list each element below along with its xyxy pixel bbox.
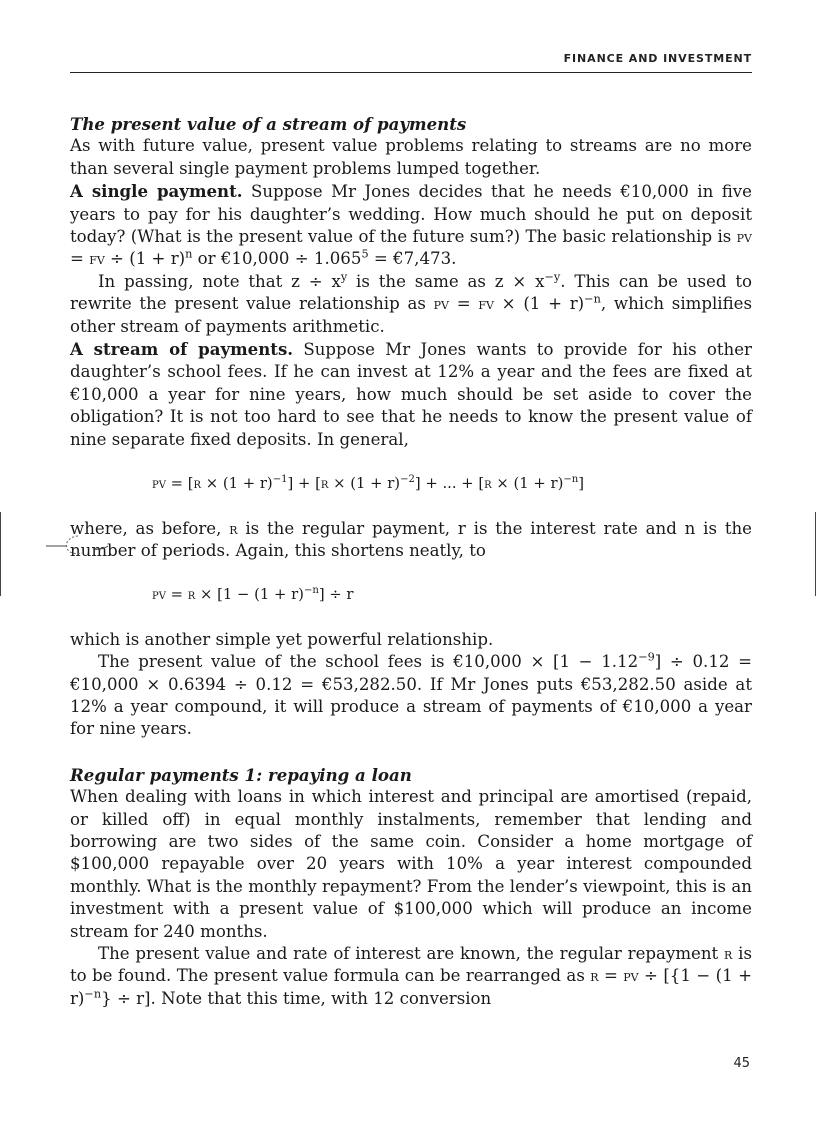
pv-abbrev: pv	[623, 966, 639, 986]
page-number: 45	[733, 1056, 750, 1071]
exponent: −n	[584, 292, 601, 306]
exponent: 5	[361, 247, 369, 261]
text-span: × [1 − (1 + r)	[195, 586, 304, 604]
text-span: × (1 + r)	[493, 294, 585, 314]
text-span: } ÷ r]. Note that this time, with 12 conversion	[101, 988, 492, 1008]
exponent: −n	[84, 987, 102, 1001]
text-span: =	[448, 294, 479, 314]
exponent: n	[185, 247, 193, 261]
fv-abbrev: fv	[89, 249, 105, 269]
header-rule	[70, 72, 752, 73]
text-span: ]	[578, 475, 585, 493]
stream-payments-label: A stream of payments.	[70, 339, 294, 360]
in-passing-paragraph	[70, 271, 752, 338]
section-gap	[70, 741, 752, 764]
running-head: FINANCE AND INVESTMENT	[563, 52, 752, 65]
which-paragraph: which is another simple yet powerful relationship.	[70, 629, 494, 649]
where-paragraph	[70, 518, 752, 563]
r-abbrev: r	[187, 587, 196, 604]
text-span: Suppose Mr Jones wants to provide for his other daughter’s school fees. If he can invest at 12% a year and the fees are fixed at €10,000 a year for nine years, how much should be set aside to cover the obligation? It is not too hard to see that he needs to know the present value of nine separate fixed deposits. In general,	[70, 340, 752, 449]
text-span: × (1 + r)	[201, 475, 273, 493]
r-abbrev: r	[484, 476, 492, 493]
r-abbrev: r	[590, 966, 599, 986]
formula-pv-annuity	[70, 584, 752, 606]
intro-paragraph: As with future value, present value problems relating to streams are no more than several single payment problems lumped together.	[70, 136, 752, 178]
formula-pv-series	[70, 473, 752, 495]
single-payment-paragraph	[70, 180, 752, 271]
exponent: −1	[272, 474, 288, 486]
text-span: ] + [	[287, 475, 321, 493]
pv-abbrev: pv	[152, 476, 166, 493]
pv-abbrev: pv	[152, 587, 166, 604]
text-span: = €7,473.	[368, 249, 457, 269]
text-span: =	[598, 966, 624, 986]
text-span: is the regular payment, r is the interest rate and n is the number of periods. Again, this shortens neatly, to	[70, 518, 753, 560]
text-span: ] + ... + [	[414, 475, 485, 493]
exponent: y	[340, 270, 348, 284]
text-span: ÷ (1 + r)	[104, 249, 186, 269]
school-fees-paragraph	[70, 651, 752, 741]
text-span: =	[165, 586, 188, 604]
text-span: , which simplifies other stream of payments arithmetic.	[70, 294, 752, 336]
repayment-paragraph	[70, 943, 752, 1010]
pv-abbrev: pv	[433, 294, 449, 314]
crop-mark-left	[0, 512, 1, 596]
text-span: × (1 + r)	[491, 475, 564, 493]
r-abbrev: r	[193, 476, 202, 493]
r-abbrev: r	[229, 518, 238, 538]
page-body	[70, 113, 752, 1010]
r-abbrev: r	[320, 476, 329, 493]
text-span: = [	[165, 475, 194, 493]
exponent: −2	[400, 474, 415, 486]
text-span: The present value of the school fees is €10,000 × [1 − 1.12	[98, 652, 639, 672]
stream-payments-paragraph	[70, 338, 752, 451]
exponent: −y	[544, 270, 561, 284]
text-span: =	[70, 249, 90, 269]
text-span: ÷ [{1 − (1 + r)	[70, 966, 752, 1008]
text-span: In passing, note that z ÷ x	[98, 271, 341, 291]
section-heading-repaying-loan: Regular payments 1: repaying a loan	[70, 764, 412, 785]
text-span: . This can be used to rewrite the present value relationship as	[70, 271, 752, 314]
single-payment-label: A single payment.	[70, 181, 243, 202]
text-span: is the same as z × x	[347, 271, 545, 291]
pen-scribble-mark	[44, 534, 114, 574]
loan-paragraph: When dealing with loans in which interest and principal are amortised (repaid, or killed off) in equal monthly instalments, remember that lending and borrowing are two sides of the same coin. Consider a home mortgage of $100,000 repayable over 20 years with 10% a year interest compounded monthly. What is the monthly repayment? From the lender’s viewpoint, this is an investment with a present value of $100,000 which will produce an income stream for 240 months.	[70, 787, 752, 941]
text-span: ] ÷ r	[318, 586, 354, 604]
text-span: ] ÷ 0.12 = €10,000 × 0.6394 ÷ 0.12 = €53,282.50. If Mr Jones puts €53,282.50 aside at 12% a year compound, it will produce a stream of payments of €10,000 a year for nine years.	[70, 652, 752, 739]
r-abbrev: r	[724, 944, 733, 963]
exponent: −n	[303, 585, 319, 597]
text-span: The present value and rate of interest are known, the regular repayment	[98, 944, 725, 963]
text-span: is to be found. The present value formula can be rearranged as	[70, 944, 752, 986]
exponent: −n	[563, 474, 579, 486]
fv-abbrev: fv	[478, 294, 494, 314]
text-span: where, as before,	[70, 518, 230, 538]
text-span: × (1 + r)	[328, 475, 401, 493]
pv-abbrev: pv	[736, 227, 752, 247]
exponent: −9	[638, 650, 655, 664]
text-span: Suppose Mr Jones decides that he needs €10,000 in five years to pay for his daughter’s wedding. How much should he put on deposit today? (What is the present value of the future sum?) The basic relationship is	[70, 182, 752, 247]
text-span: or €10,000 ÷ 1.065	[192, 249, 362, 269]
section-heading-present-value: The present value of a stream of payments	[70, 114, 467, 134]
